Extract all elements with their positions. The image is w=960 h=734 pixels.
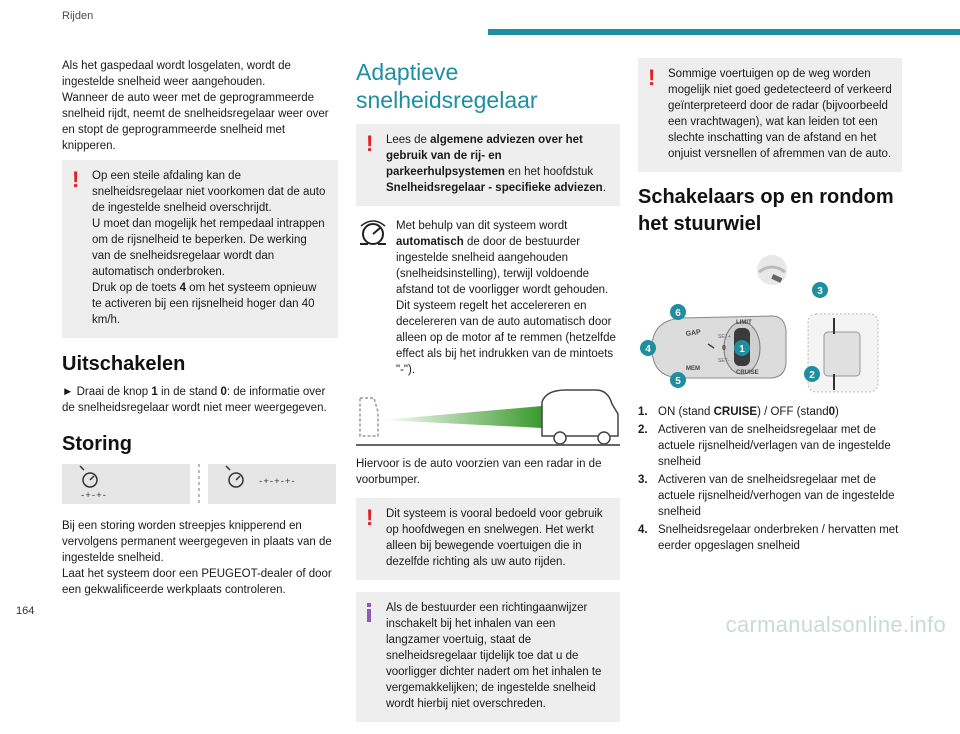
svg-text:SET+: SET+ [718,334,731,340]
svg-text:MEM: MEM [686,366,700,372]
warning-exclamation-icon: ! [648,65,656,90]
column-1 [62,58,338,604]
steering-wheel-icon [757,255,787,285]
list-item: 2. Activeren van de snelheidsregelaar met de actuele rijsnelheid/verlagen van de ingestelde snelheid [638,424,891,468]
divider [198,464,200,504]
svg-text:5: 5 [675,376,681,387]
storing-text: Bij een storing worden streepjes knipperend en vervolgens permanent weergegeven in plaats van de ingestelde snelheid. Laat het systeem door een PEUGEOT-dealer of door een gekwalificeerde werkplaats controleren. [62,520,332,596]
fault-display-b [208,464,336,504]
warning-box-radar-detection: ! Sommige voertuigen op de weg worden mogelijk niet goed gedetecteerd of verkeerd geïnterpreteerd door de radar (bijvoorbeeld een vrachtwagen), wat kan leiden tot een slechte inschatting van de afstand en het onjuist versnellen of afremmen van de auto. [638,58,902,172]
list-item: 4. Snelheidsregelaar onderbreken / hervatten met eerder opgeslagen snelheid [638,524,899,552]
svg-text:-+-+-: -+-+- [80,491,108,501]
svg-text:0: 0 [722,345,726,352]
section-title-uitschakelen: Uitschakelen [62,353,186,375]
list-item: 3. Activeren van de snelheidsregelaar met de actuele rijsnelheid/verhogen van de ingestelde snelheid [638,474,895,518]
adaptive-cruise-icon [356,218,390,248]
svg-text:1: 1 [739,344,745,355]
speedometer-dashes-icon [62,464,190,504]
svg-text:SET-: SET- [718,358,730,364]
warning-exclamation-icon: ! [72,167,80,192]
svg-text:4: 4 [645,344,651,355]
car-radar-icon [356,384,620,446]
column-3 [638,58,902,556]
adaptive-cruise-description: Met behulp van dit systeem wordt automatisch de door de bestuurder ingestelde snelheid aangehouden (snelheidsinstelling), terwijl voldoende afstand tot de voorligger wordt gehouden. Dit systeem regelt het accelereren en decelereren van de auto automatisch door alleen op de motor af te remmen (hetzelfde effect als bij het indrukken van de mintoets "-"). [356,218,620,378]
svg-text:GAP: GAP [685,328,702,338]
uitschakelen-text: ► Draai de knop 1 in de stand 0: de informatie over de snelheidsregelaar wordt niet meer weergegeven. [62,386,327,414]
page-number: 164 [16,605,35,617]
warning-exclamation-icon: ! [366,131,374,156]
header-accent-bar [488,29,960,35]
fault-display-illustrations [62,464,338,504]
warning-box-highways: ! Dit systeem is vooral bedoeld voor gebruik op hoofdwegen en snelwegen. Het werkt alleen bij bewegende voertuigen die in dezelfde richting als uw auto rijden. [356,498,620,580]
column-2 [356,58,620,734]
warning-box-descent: ! Op een steile afdaling kan de snelheidsregelaar niet voorkomen dat de auto de ingestelde snelheid overschrijdt. U moet dan mogelijk het rempedaal intrappen om de rijsnelheid te beperken. De werking van de snelheidsregelaar wordt dan automatisch onderbroken. Druk op de toets 4 om het systeem opnieuw te activeren bij een rijsnelheid hoger dan 40 km/h. [62,160,338,338]
steering-switches-illustration [638,246,902,396]
radar-illustration [356,384,620,446]
radar-text: Hiervoor is de auto voorzien van een radar in de voorbumper. [356,458,602,486]
svg-text:2: 2 [809,370,815,381]
warning-box-read-advice: ! Lees de algemene adviezen over het gebruik van de rij- en parkeerhulpsystemen en het hoofdstuk Snelheidsregelaar - specifieke adviezen. [356,124,620,206]
info-icon [366,601,371,622]
warning-exclamation-icon: ! [366,505,374,530]
speedometer-dashes-icon [208,464,336,504]
page-header-title: Rijden [62,10,94,22]
svg-text:LIMIT: LIMIT [736,320,752,326]
svg-text:6: 6 [675,308,681,319]
section-title-storing: Storing [62,433,132,455]
info-box-overtaking: Als de bestuurder een richtingaanwijzer inschakelt bij het inhalen van een langzamer voertuig, staat de snelheidsregelaar tijdelijk toe dat u de voorligger dichter nadert om het inhalen te vergemakkelijken; de ingestelde snelheid wordt hierbij niet overschreden. [356,592,620,722]
watermark-text: carmanualsonline.info [725,612,946,637]
list-item: 1. ON (stand CRUISE) / OFF (stand0) [638,406,839,418]
svg-text:-+-+-+-: -+-+-+- [258,477,296,487]
section-title-adaptive-cruise: Adaptieve snelheidsregelaar [356,59,538,113]
svg-text:3: 3 [817,286,823,297]
switch-list [638,404,902,554]
steering-wheel-stalk-icon [638,246,902,396]
section-title-switches: Schakelaars op en rondom het stuurwiel [638,186,894,235]
intro-text: Als het gaspedaal wordt losgelaten, wordt de ingestelde snelheid weer aangehouden. Wanneer de auto weer met de geprogrammeerde snelheid rijdt, neemt de snelheidsregelaar weer over en stopt de geprogrammeerde snelheid met knipperen. [62,60,329,152]
svg-text:CRUISE: CRUISE [736,370,759,376]
fault-display-a [62,464,190,504]
